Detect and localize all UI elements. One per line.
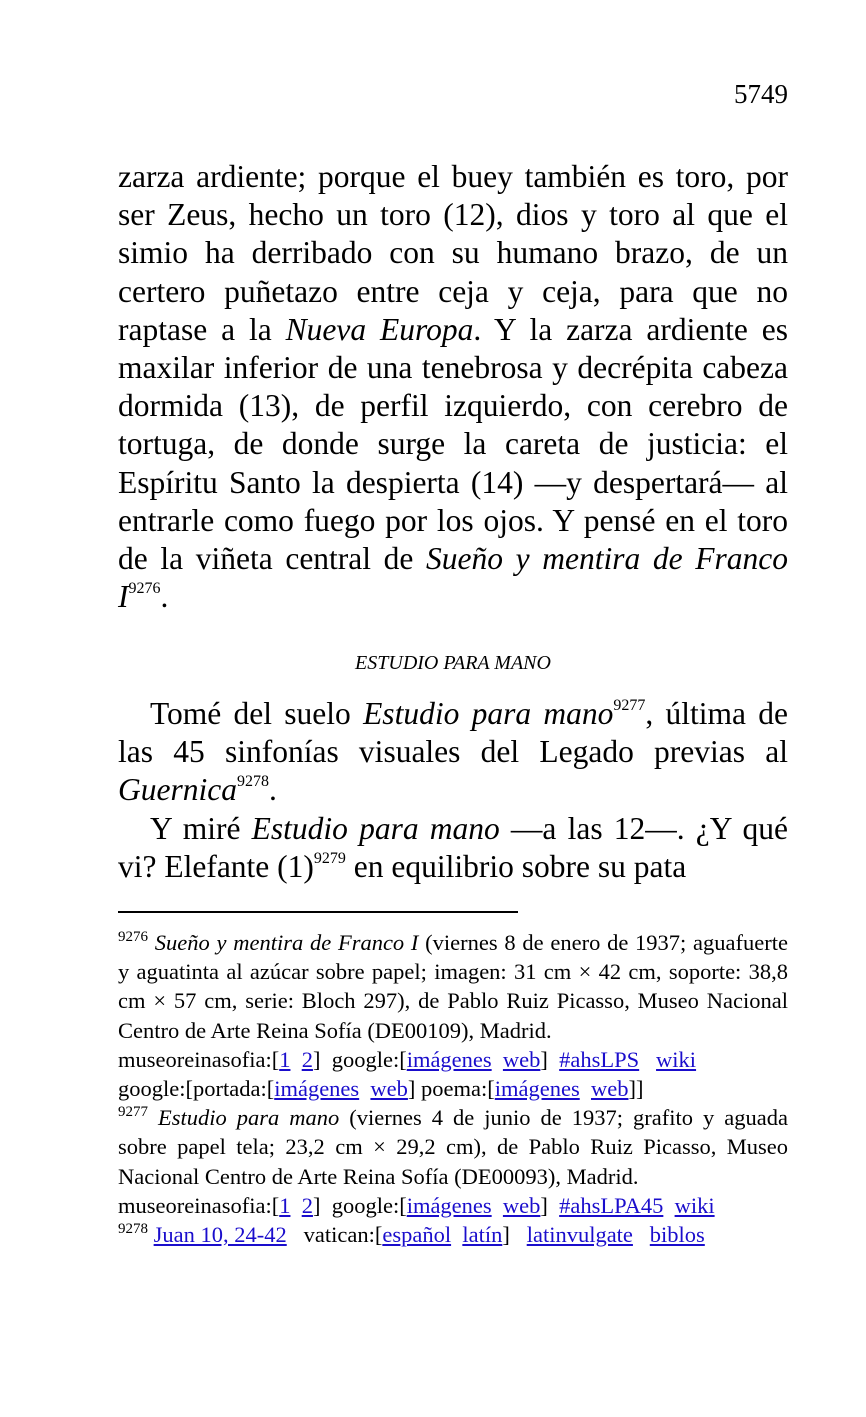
link-prefix: museoreinasofia:[ xyxy=(118,1046,280,1072)
link-prefix: museoreinasofia:[ xyxy=(118,1192,280,1218)
hashtag-link[interactable]: #ahsLPS xyxy=(559,1046,640,1072)
link-prefix: vatican:[ xyxy=(303,1222,383,1248)
text-run: . xyxy=(268,772,277,808)
poema-web-link[interactable]: web xyxy=(590,1076,629,1102)
link-prefix: ] poema:[ xyxy=(407,1076,495,1102)
biblos-link[interactable]: biblos xyxy=(649,1222,705,1248)
footnote-title: Estudio para mano xyxy=(158,1105,340,1131)
wiki-link[interactable]: wiki xyxy=(674,1192,715,1218)
museo-link-1[interactable]: 1 xyxy=(279,1046,291,1072)
footnote-links xyxy=(118,1045,788,1074)
emphasis-title: Nueva Europa xyxy=(285,311,474,347)
bracket: ] xyxy=(312,1192,321,1218)
text-run: Tomé del suelo xyxy=(150,696,364,731)
bracket: ] xyxy=(502,1222,510,1248)
footnote-text: (viernes 8 de enero de 1937; aguafuerte y aguatinta al azúcar sobre papel; imagen: 31 cm × 42 cm, soporte: 38,8 cm × 57 cm, serie: Bloch 297), de Pablo Ruiz Picasso, Museo Nacional Centro de Arte Reina Sofía (DE00109), Madrid. xyxy=(118,930,788,1043)
vatican-spanish-link[interactable]: español xyxy=(382,1222,452,1248)
vatican-latin-link[interactable]: latín xyxy=(462,1222,503,1248)
link-prefix: google:[ xyxy=(331,1046,407,1072)
paragraph xyxy=(118,695,788,810)
page-number: 5749 xyxy=(734,79,788,109)
bracket: ] xyxy=(540,1192,548,1218)
footnote-links xyxy=(118,1191,788,1220)
text-run: . xyxy=(160,579,169,615)
emphasis-title: Estudio para mano xyxy=(363,696,614,731)
footnote-ref[interactable]: 9279 xyxy=(313,850,346,868)
footnote-9278 xyxy=(118,1220,788,1249)
footnote-divider xyxy=(118,911,518,913)
portada-images-link[interactable]: imágenes xyxy=(274,1076,360,1102)
paragraph-continuation xyxy=(118,158,788,616)
museo-link-2[interactable]: 2 xyxy=(301,1046,313,1072)
footnotes xyxy=(118,928,788,1249)
google-web-link[interactable]: web xyxy=(502,1192,541,1218)
emphasis-title: Guernica xyxy=(118,772,237,808)
footnote-number: 9276 xyxy=(118,929,148,945)
footnote-number: 9277 xyxy=(118,1104,148,1121)
footnote-number: 9278 xyxy=(118,1221,148,1238)
hashtag-link[interactable]: #ahsLPA45 xyxy=(559,1192,664,1218)
google-images-link[interactable]: imágenes xyxy=(406,1192,492,1218)
emphasis-title: Sueño y mentira de Franco I xyxy=(118,541,788,615)
footnote-9276 xyxy=(118,928,788,1045)
poema-images-link[interactable]: imágenes xyxy=(494,1076,580,1102)
footnote-ref[interactable]: 9276 xyxy=(128,580,161,598)
text-run: . Y la zarza ardiente es maxilar inferior de una tenebrosa y decrépita cabeza dormida (13), de perfil izquierdo, con cerebro de tortuga, de donde surge la careta de justicia: el Espíritu Santo la despierta (14) —y despertará— al entrarle como fuego por los ojos. Y pensé en el toro de la viñeta central de xyxy=(118,311,788,577)
bracket: ]] xyxy=(628,1076,644,1102)
google-web-link[interactable]: web xyxy=(502,1046,541,1072)
google-images-link[interactable]: imágenes xyxy=(406,1046,492,1072)
portada-web-link[interactable]: web xyxy=(370,1076,408,1102)
footnote-links xyxy=(118,1074,788,1103)
link-prefix: google:[ xyxy=(331,1192,407,1218)
link-prefix: google:[portada:[ xyxy=(118,1076,275,1102)
text-run: Y miré xyxy=(150,811,252,846)
footnote-title: Sueño y mentira de Franco I xyxy=(154,930,419,955)
museo-link-2[interactable]: 2 xyxy=(301,1192,313,1218)
wiki-link[interactable]: wiki xyxy=(656,1046,697,1072)
text-run: —a las 12—. ¿Y qué vi? Elefante (1) xyxy=(118,811,789,885)
section-heading: ESTUDIO PARA MANO xyxy=(355,652,551,674)
bible-verse-link[interactable]: Juan 10, 24-42 xyxy=(153,1222,287,1248)
emphasis-title: Estudio para mano xyxy=(251,811,500,846)
bracket: ] xyxy=(312,1046,321,1072)
text-run: zarza ardiente; porque el buey también es toro, por ser Zeus, hecho un toro (12), dios y toro al que el simio ha derribado con su humano brazo, de un certero puñetazo entre ceja y ceja, para que no raptase a la xyxy=(118,159,788,347)
paragraph xyxy=(118,810,788,886)
footnote-text: (viernes 4 de junio de 1937; grafito y aguada sobre papel tela; 23,2 cm × 29,2 cm), de Pablo Ruiz Picasso, Museo Nacional Centro de Arte Reina Sofía (DE00093), Madrid. xyxy=(118,1105,788,1189)
footnote-9277 xyxy=(118,1103,788,1191)
footnote-ref[interactable]: 9278 xyxy=(236,773,269,791)
text-run: , última de las 45 sinfonías visuales del Legado previas al xyxy=(118,696,788,770)
footnote-ref[interactable]: 9277 xyxy=(613,697,646,714)
bracket: ] xyxy=(540,1046,548,1072)
latinvulgate-link[interactable]: latinvulgate xyxy=(526,1222,633,1248)
text-run: en equilibrio sobre su pata xyxy=(345,849,687,885)
museo-link-1[interactable]: 1 xyxy=(279,1192,291,1218)
